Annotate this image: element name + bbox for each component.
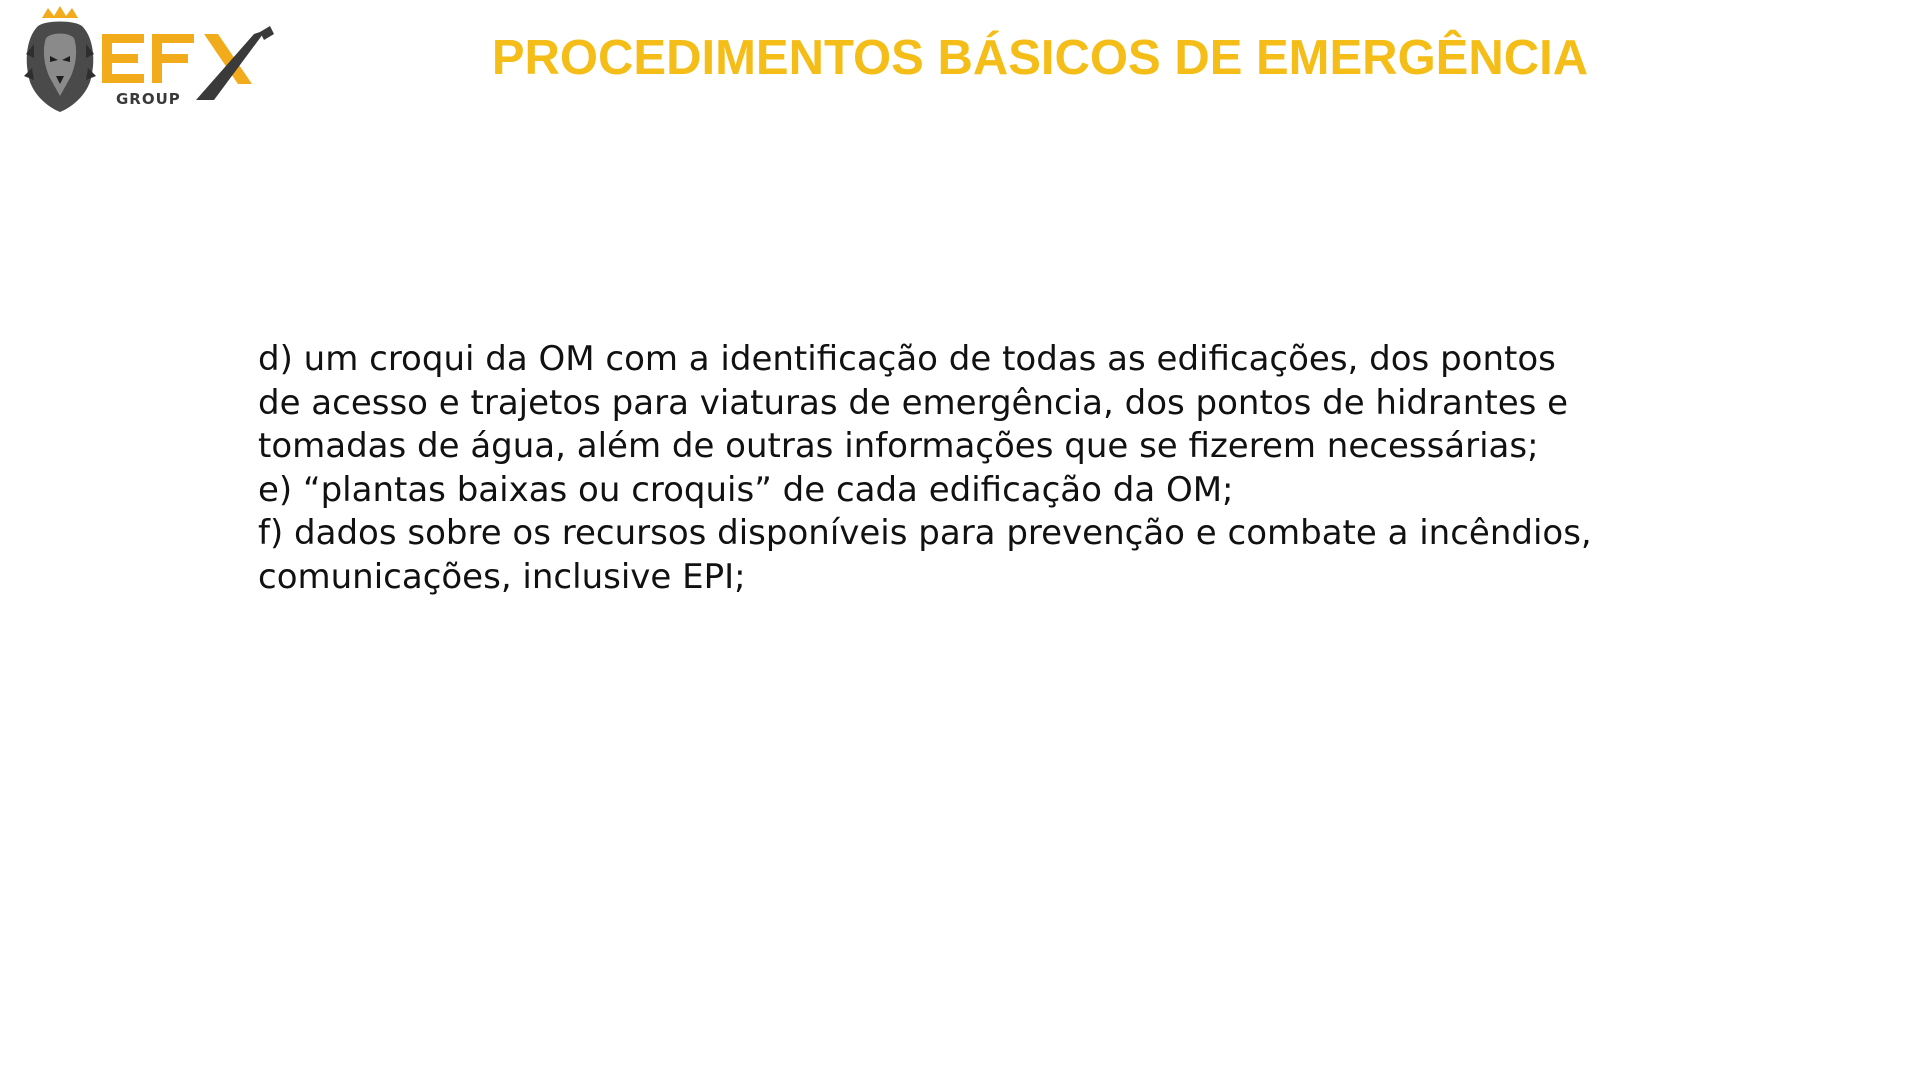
lion-icon	[24, 6, 96, 112]
body-line: e) “plantas baixas ou croquis” de cada edificação da OM;	[258, 469, 1234, 510]
logo-letter-e	[102, 34, 144, 83]
efx-group-logo	[16, 4, 286, 114]
body-line: de acesso e trajetos para viaturas de emergência, dos pontos de hidrantes e	[258, 382, 1569, 423]
logo-letter-x	[196, 26, 274, 100]
body-line: d) um croqui da OM com a identificação de todas as edificações, dos pontos	[258, 339, 1556, 379]
logo-subtext: GROUP	[116, 90, 181, 108]
logo-letter-f	[152, 34, 194, 83]
slide-body	[258, 338, 1718, 599]
body-line: comunicações, inclusive EPI;	[258, 556, 746, 597]
body-line: tomadas de água, além de outras informações que se fizerem necessárias;	[258, 426, 1539, 466]
body-line: f) dados sobre os recursos disponíveis para prevenção e combate a incêndios,	[258, 513, 1592, 553]
slide-title: PROCEDIMENTOS BÁSICOS DE EMERGÊNCIA	[491, 31, 1589, 85]
